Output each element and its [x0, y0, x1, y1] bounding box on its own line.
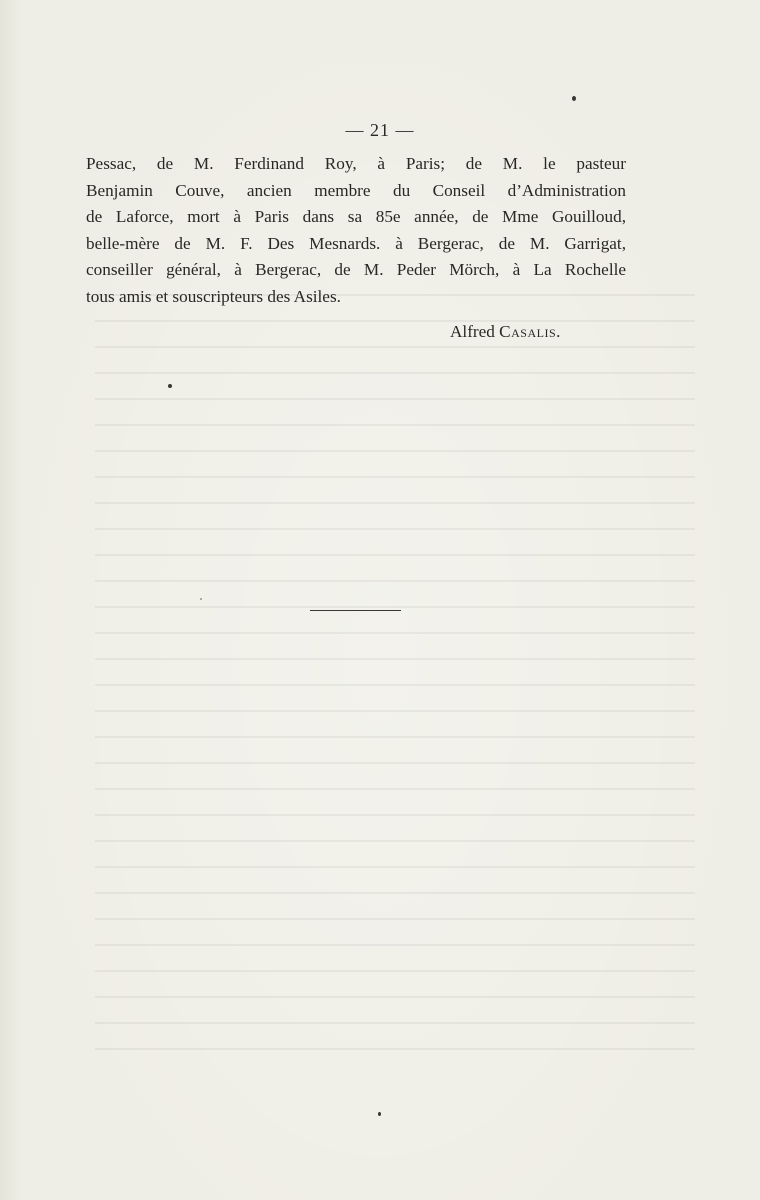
- body-line-2: Benjamin Couve, ancien membre du Conseil d’Administration: [86, 180, 626, 200]
- signature-last-name: Casalis.: [499, 322, 561, 341]
- ink-speck: [378, 1112, 381, 1116]
- body-line-3: de Laforce, mort à Paris dans sa 85e année, de Mme Gouilloud,: [86, 207, 626, 226]
- body-line-1: Pessac, de M. Ferdinand Roy, à Paris; de M. le pasteur: [86, 154, 626, 173]
- body-paragraph: [86, 151, 626, 310]
- body-line-5: conseiller général, à Bergerac, de M. Peder Mörch, à La Rochelle: [86, 260, 626, 279]
- section-divider: [310, 610, 401, 611]
- ink-speck: [572, 96, 576, 101]
- body-line-4: belle-mère de M. F. Des Mesnards. à Bergerac, de M. Garrigat,: [86, 233, 626, 253]
- page-number: — 21 —: [345, 120, 415, 140]
- body-line-6: tous amis et souscripteurs des Asiles.: [86, 286, 341, 306]
- ink-speck: [200, 598, 202, 600]
- ink-speck: [168, 384, 172, 388]
- signature: [450, 322, 620, 342]
- show-through-texture: [95, 290, 695, 1050]
- signature-first-name: Alfred: [450, 322, 495, 341]
